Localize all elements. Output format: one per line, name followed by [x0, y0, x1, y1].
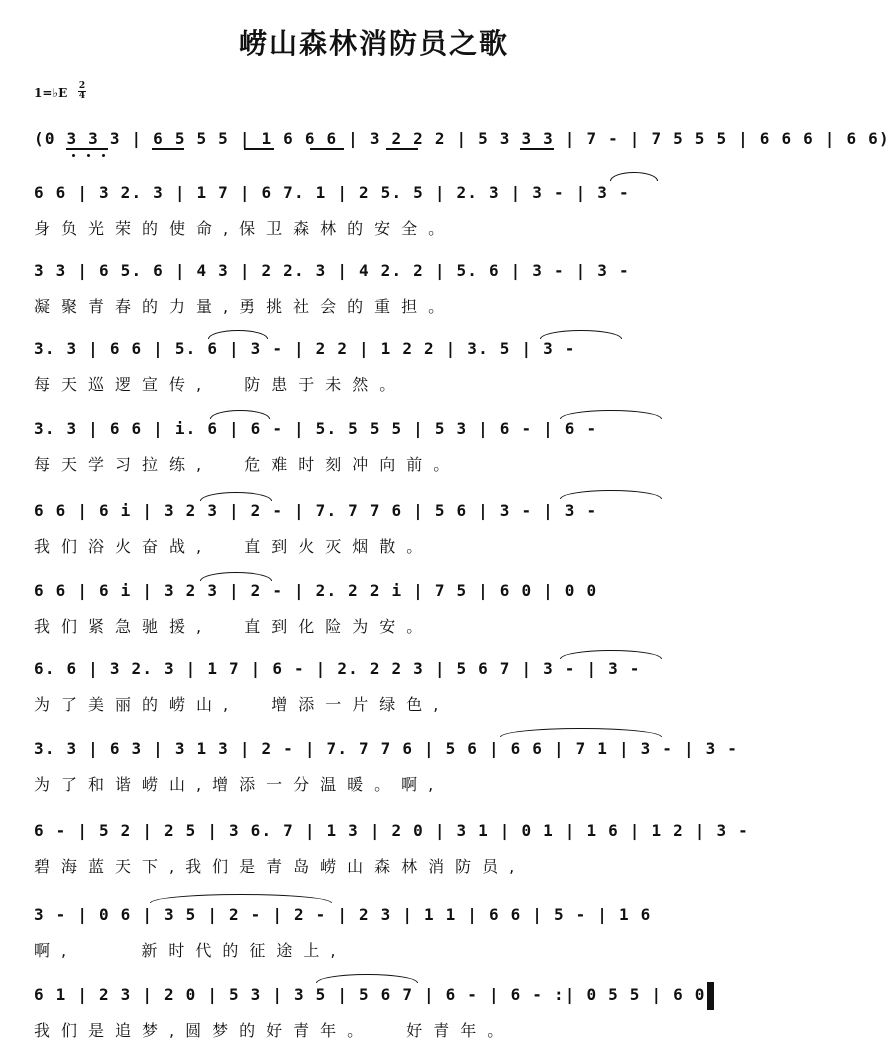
score-system-10 [34, 818, 749, 888]
notation-line: 3 - | 0 6 | 3 5 | 2 - | 2 - | 2 3 | 1 1 | 6 6 | 5 - | 1 6 [34, 905, 652, 924]
lyric-line: 我们是追梦,圆梦的好青年。 好青年。 [34, 1021, 515, 1040]
slur [560, 410, 662, 419]
octave-dot [102, 154, 105, 157]
notation-line: 6 6 | 6 i | 3 2 3 | 2 - | 2. 2 2 i | 7 5 | 6 0 | 0 0 [34, 581, 598, 600]
notation-line: 6 - | 5 2 | 2 5 | 3 6. 7 | 1 3 | 2 0 | 3 1 | 0 1 | 1 6 | 1 2 | 3 - [34, 821, 749, 840]
slur [150, 894, 332, 903]
notation-line: 3. 3 | 6 6 | i. 6 | 6 - | 5. 5 5 5 | 5 3 | 6 - | 6 - [34, 419, 598, 438]
notation-line: 6 1 | 2 3 | 2 0 | 5 3 | 3 5 | 5 6 7 | 6 - | 6 - :| 0 5 5 | 6 0 [34, 985, 706, 1004]
slur [560, 490, 662, 499]
octave-dot [72, 154, 75, 157]
slur [210, 410, 270, 419]
slur [500, 728, 662, 737]
notation-line: 6. 6 | 3 2. 3 | 1 7 | 6 - | 2. 2 2 3 | 5 6 7 | 3 - | 3 - [34, 659, 641, 678]
lyric-line: 身负光荣的使命,保卫森林的安全。 [34, 219, 456, 238]
notation-line: 6 6 | 3 2. 3 | 1 7 | 6 7. 1 | 2 5. 5 | 2. 3 | 3 - | 3 - [34, 183, 630, 202]
time-signature-bottom: 4 [78, 91, 86, 101]
duration-underline [66, 148, 108, 150]
song-title: 崂山森林消防员之歌 [238, 27, 509, 60]
lyric-line: 我们紧急驰援, 直到化险为安。 [34, 617, 434, 636]
score-system-12 [34, 982, 714, 1052]
slur [560, 650, 662, 659]
slur [540, 330, 622, 339]
time-signature-top: 2 [78, 81, 86, 91]
duration-underline [310, 148, 344, 150]
duration-underline [520, 148, 554, 150]
duration-underline [244, 148, 274, 150]
score-system-11 [34, 902, 714, 972]
lyric-line: 凝聚青春的力量,勇挑社会的重担。 [34, 297, 456, 316]
lyric-line: 啊, 新时代的征途上, [34, 941, 347, 960]
score-system-2 [34, 180, 714, 250]
lyric-line: 我们浴火奋战, 直到火灭烟散。 [34, 537, 434, 556]
slur [208, 330, 268, 339]
score-system-7 [34, 578, 714, 648]
slur [200, 572, 272, 581]
time-signature [78, 82, 86, 101]
duration-underline [152, 148, 184, 150]
notation-line: 3 3 | 6 5. 6 | 4 3 | 2 2. 3 | 4 2. 2 | 5. 6 | 3 - | 3 - [34, 261, 630, 280]
notation-line: 3. 3 | 6 3 | 3 1 3 | 2 - | 7. 7 7 6 | 5 6 | 6 6 | 7 1 | 3 - | 3 - [34, 739, 739, 758]
lyric-line: 每天学习拉练, 危难时刻冲向前。 [34, 455, 461, 474]
slur [200, 492, 272, 501]
lyric-line: 碧海蓝天下,我们是青岛崂山森林消防员, [34, 857, 526, 876]
score-system-8 [34, 656, 714, 726]
lyric-line: 为了和谐崂山,增添一分温暖。啊, [34, 775, 445, 794]
score-system-3 [34, 258, 714, 328]
octave-dot [87, 154, 90, 157]
key-label: 1=♭E [34, 86, 68, 100]
notation-line: 3. 3 | 6 6 | 5. 6 | 3 - | 2 2 | 1 2 2 | 3. 5 | 3 - [34, 339, 576, 358]
lyric-line: 为了美丽的崂山, 增添一片绿色, [34, 695, 450, 714]
slur [316, 974, 418, 983]
lyric-line: 每天巡逻宣传, 防患于未然。 [34, 375, 407, 394]
score-system-5 [34, 416, 714, 486]
key-signature [34, 81, 86, 101]
notation-line: 6 6 | 6 i | 3 2 3 | 2 - | 7. 7 7 6 | 5 6 | 3 - | 3 - [34, 501, 598, 520]
score-system-6 [34, 498, 714, 568]
score-system-9 [34, 736, 739, 806]
score-system-4 [34, 336, 714, 406]
final-barline [707, 982, 714, 1010]
notation-line: (0 3 3 3 | 6 5 5 5 | 1 6 6 6 | 3 2 2 2 | 5 3 3 3 | 7 - | 7 5 5 5 | 6 6 6 | 6 6) [34, 129, 890, 148]
duration-underline [386, 148, 418, 150]
